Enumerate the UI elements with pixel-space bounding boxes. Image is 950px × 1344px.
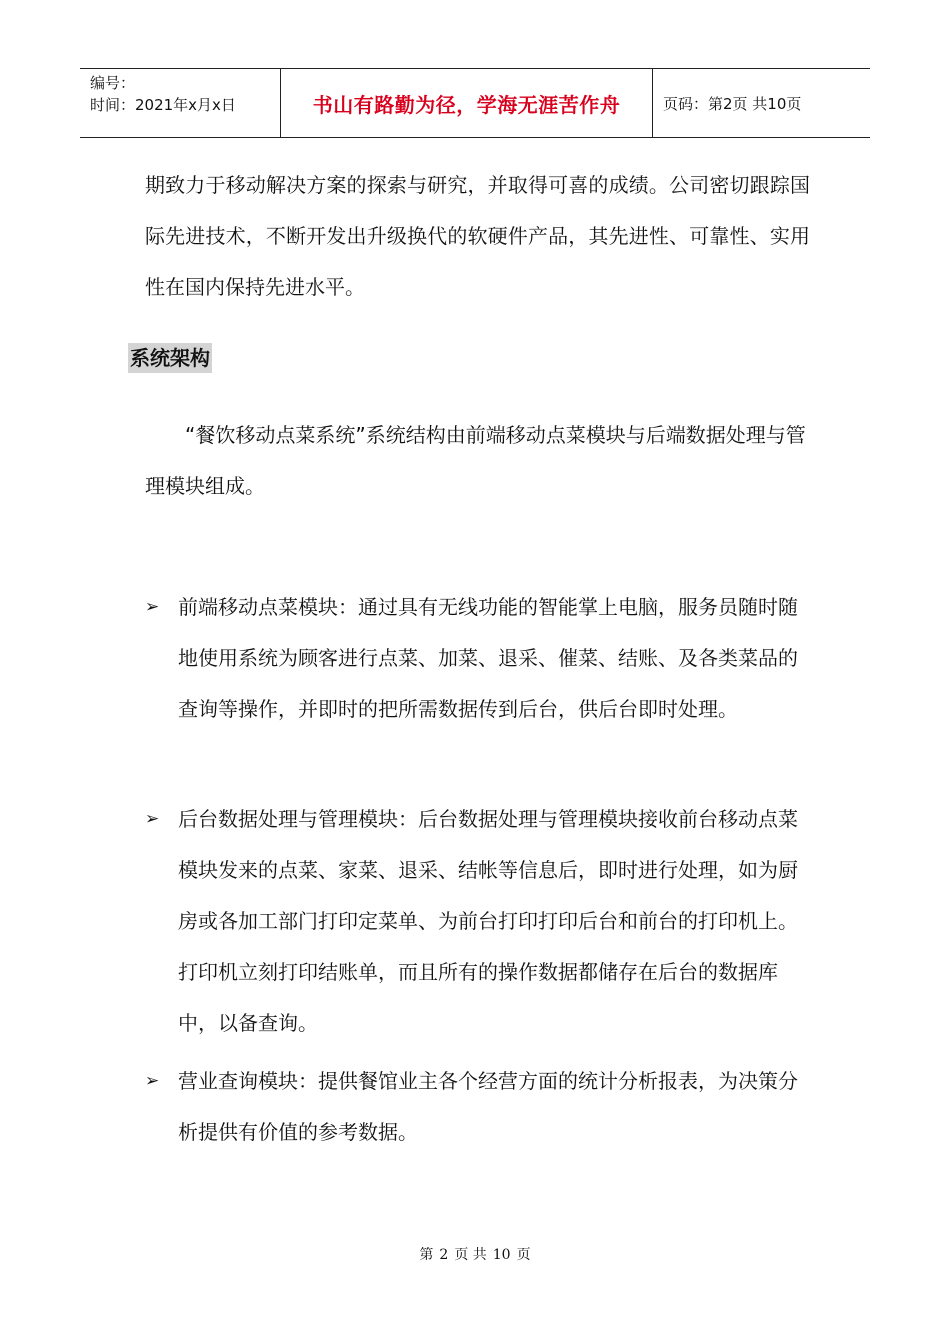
number-label: 编号：: [90, 74, 136, 92]
motto-text: 书山有路勤为径，学海无涯苦作舟: [312, 92, 621, 117]
page-footer: [0, 1244, 950, 1264]
architecture-intro: [145, 410, 810, 512]
bullet-text: 前端移动点菜模块：通过具有无线功能的智能掌上电脑，服务员随时随地使用系统为顾客进行点菜、加菜、退采、催菜、结账、及各类菜品的查询等操作，并即时的把所需数据传到后台，供后台即时处理。: [178, 595, 798, 721]
architecture-intro-text: “餐饮移动点菜系统”系统结构由前端移动点菜模块与后端数据处理与管理模块组成。: [145, 423, 806, 498]
intro-paragraph-text: 期致力于移动解决方案的探索与研究，并取得可喜的成绩。公司密切跟踪国际先进技术，不断开发出升级换代的软硬件产品，其先进性、可靠性、实用性在国内保持先进水平。: [145, 173, 810, 299]
footer-page: 2: [439, 1247, 449, 1263]
time-label: 时间：2021年x月x日: [90, 96, 236, 114]
header-motto-cell: [281, 69, 653, 137]
intro-paragraph: [145, 160, 810, 313]
arrow-bullet-icon: ➢: [145, 1071, 160, 1091]
header-meta: [80, 69, 281, 137]
section-title: 系统架构: [128, 343, 212, 373]
footer-middle: 页 共: [454, 1247, 487, 1263]
arrow-bullet-icon: ➢: [145, 809, 160, 829]
bullet-text: 后台数据处理与管理模块：后台数据处理与管理模块接收前台移动点菜模块发来的点菜、家菜、退采、结帐等信息后，即时进行处理，如为厨房或各加工部门打印定菜单、为前台打印打印后台和前台的打印机上。打印机立刻打印结账单，而且所有的操作数据都储存在后台的数据库中，以备查询。: [178, 807, 798, 1035]
bullet-item-backend: [145, 794, 810, 1049]
arrow-bullet-icon: ➢: [145, 597, 160, 617]
footer-suffix: 页: [516, 1247, 531, 1263]
header-table: [80, 68, 870, 138]
footer-prefix: 第: [419, 1247, 434, 1263]
bullet-item-query: [145, 1056, 810, 1158]
header-page-info: 页码：第2页 共10页: [663, 94, 802, 113]
bullet-item-frontend: [145, 582, 810, 735]
bullet-text: 营业查询模块：提供餐馆业主各个经营方面的统计分析报表，为决策分析提供有价值的参考数据。: [178, 1069, 798, 1144]
footer-total: 10: [492, 1247, 511, 1263]
